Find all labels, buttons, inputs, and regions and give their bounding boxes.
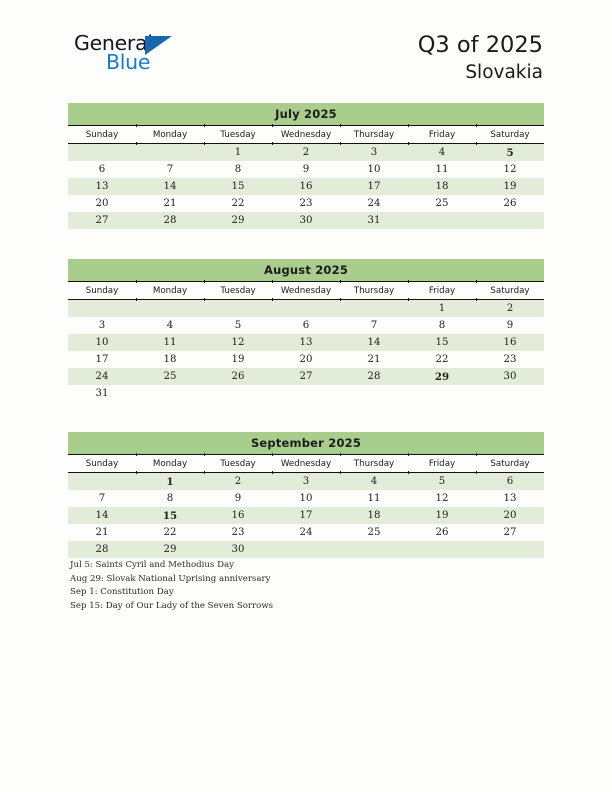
day-cell[interactable]: 14 [68,507,136,524]
weekday-header-tuesday: Tuesday [204,126,272,144]
brand-name-general: General [74,31,153,55]
holiday-note: Sep 15: Day of Our Lady of the Seven Sorrows [70,600,274,611]
weekday-header-sunday: Sunday [68,126,136,144]
weekday-header-row [68,126,544,144]
day-cell[interactable]: 21 [95,527,109,538]
day-cell[interactable]: 31 [95,388,109,399]
day-cell[interactable]: 13 [272,334,340,351]
day-cell[interactable]: 15 [204,178,272,195]
day-cell[interactable]: 7 [98,493,106,504]
day-cell-empty [68,300,136,318]
day-cell[interactable]: 2 [476,300,544,318]
day-cell[interactable]: 21 [163,198,177,209]
day-cell-empty [68,144,136,162]
day-cell-holiday[interactable]: 5 [476,144,544,162]
day-cell[interactable]: 16 [204,507,272,524]
day-cell[interactable]: 6 [476,473,544,491]
day-cell[interactable]: 28 [136,212,204,229]
calendar-month-title: August 2025 [68,259,544,281]
day-cell[interactable]: 16 [476,334,544,351]
day-cell[interactable]: 8 [438,320,446,331]
day-cell[interactable]: 1 [408,300,476,318]
weekday-header-tuesday: Tuesday [204,455,272,473]
day-cell[interactable]: 24 [299,527,313,538]
day-cell[interactable]: 5 [408,473,476,491]
day-cell[interactable]: 11 [367,493,381,504]
calendar-week-row [68,541,544,558]
day-cell[interactable]: 29 [204,212,272,229]
day-cell[interactable]: 26 [503,198,517,209]
day-cell[interactable]: 11 [435,164,449,175]
calendar-week-row [68,473,544,491]
day-cell-empty [272,385,340,402]
day-cell-empty [408,385,476,402]
day-cell-empty [68,473,136,491]
calendar-week-row [68,195,544,212]
day-cell[interactable]: 17 [95,354,109,365]
weekday-header-saturday: Saturday [476,126,544,144]
day-cell[interactable]: 26 [204,368,272,385]
day-cell[interactable]: 28 [340,368,408,385]
calendar-month [68,103,544,229]
day-cell[interactable]: 12 [204,334,272,351]
day-cell[interactable]: 5 [234,320,242,331]
calendar-week-row [68,178,544,195]
weekday-header-friday: Friday [408,126,476,144]
calendar-grid [68,281,544,402]
day-cell[interactable]: 17 [340,178,408,195]
day-cell[interactable]: 3 [340,144,408,162]
weekday-header-tuesday: Tuesday [204,282,272,300]
day-cell[interactable]: 4 [408,144,476,162]
day-cell[interactable]: 18 [408,178,476,195]
day-cell[interactable]: 9 [506,320,514,331]
day-cell[interactable]: 13 [68,178,136,195]
day-cell[interactable]: 2 [272,144,340,162]
day-cell[interactable]: 30 [204,541,272,558]
page-title: Q3 of 2025 [417,32,543,58]
day-cell-empty [136,300,204,318]
calendar-week-row [68,351,544,368]
day-cell[interactable]: 27 [272,368,340,385]
weekday-header-thursday: Thursday [340,282,408,300]
day-cell[interactable]: 8 [166,493,174,504]
day-cell-empty [136,385,204,402]
day-cell[interactable]: 4 [166,320,174,331]
holiday-note: Sep 1: Constitution Day [70,587,174,598]
calendar-month [68,432,544,558]
day-cell[interactable]: 25 [136,368,204,385]
weekday-header-wednesday: Wednesday [272,282,340,300]
calendar-week-row [68,385,544,402]
weekday-header-row [68,455,544,473]
calendar-week-row [68,300,544,318]
day-cell-holiday[interactable]: 15 [136,507,204,524]
day-cell[interactable]: 20 [299,354,313,365]
calendar-grid [68,454,544,558]
weekday-header-sunday: Sunday [68,282,136,300]
weekday-header-friday: Friday [408,455,476,473]
calendar-week-row [68,212,544,229]
day-cell[interactable]: 3 [98,320,106,331]
holiday-note: Jul 5: Saints Cyril and Methodius Day [70,560,234,570]
weekday-header-saturday: Saturday [476,455,544,473]
day-cell-empty [476,212,544,229]
day-cell[interactable]: 9 [234,493,242,504]
day-cell[interactable]: 10 [68,334,136,351]
weekday-header-monday: Monday [136,282,204,300]
day-cell-empty [476,385,544,402]
day-cell[interactable]: 18 [163,354,177,365]
day-cell[interactable]: 10 [367,164,381,175]
day-cell[interactable]: 24 [367,198,381,209]
day-cell[interactable]: 29 [136,541,204,558]
day-cell[interactable]: 7 [166,164,174,175]
day-cell[interactable]: 20 [95,198,109,209]
day-cell-empty [272,300,340,318]
calendar-week-row [68,490,544,507]
day-cell[interactable]: 19 [408,507,476,524]
day-cell[interactable]: 30 [272,212,340,229]
day-cell[interactable]: 25 [435,198,449,209]
day-cell[interactable]: 12 [503,164,517,175]
day-cell[interactable]: 30 [476,368,544,385]
page-header [0,0,612,96]
day-cell[interactable]: 21 [367,354,381,365]
day-cell[interactable]: 11 [136,334,204,351]
day-cell[interactable]: 23 [299,198,313,209]
calendar-list [68,103,544,588]
day-cell[interactable]: 27 [68,212,136,229]
brand-logo[interactable] [74,33,254,81]
day-cell[interactable]: 19 [476,178,544,195]
day-cell[interactable]: 1 [204,144,272,162]
weekday-header-thursday: Thursday [340,126,408,144]
weekday-header-row [68,282,544,300]
brand-name-blue: Blue [106,50,151,74]
day-cell-empty [340,300,408,318]
calendar-week-row [68,334,544,351]
day-cell[interactable]: 23 [503,354,517,365]
day-cell[interactable]: 6 [302,320,310,331]
page-subtitle: Slovakia [465,62,543,83]
day-cell[interactable]: 22 [163,527,177,538]
weekday-header-monday: Monday [136,455,204,473]
calendar-grid [68,125,544,229]
calendar-week-row [68,161,544,178]
day-cell[interactable]: 13 [503,493,517,504]
day-cell-holiday[interactable]: 1 [136,473,204,491]
calendar-week-row [68,524,544,541]
day-cell[interactable]: 28 [68,541,136,558]
day-cell[interactable]: 10 [299,493,313,504]
day-cell-empty [476,541,544,558]
day-cell-empty [204,385,272,402]
day-cell[interactable]: 22 [435,354,449,365]
day-cell-empty [272,541,340,558]
day-cell[interactable]: 9 [302,164,310,175]
day-cell[interactable]: 24 [68,368,136,385]
calendar-week-row [68,368,544,385]
day-cell[interactable]: 16 [272,178,340,195]
day-cell[interactable]: 18 [340,507,408,524]
day-cell[interactable]: 31 [340,212,408,229]
calendar-month-title: September 2025 [68,432,544,454]
day-cell-holiday[interactable]: 29 [408,368,476,385]
day-cell-empty [408,212,476,229]
day-cell[interactable]: 15 [408,334,476,351]
holiday-notes [70,559,540,613]
day-cell[interactable]: 17 [272,507,340,524]
day-cell[interactable]: 4 [340,473,408,491]
weekday-header-wednesday: Wednesday [272,126,340,144]
day-cell[interactable]: 12 [435,493,449,504]
day-cell[interactable]: 7 [370,320,378,331]
day-cell[interactable]: 26 [435,527,449,538]
day-cell[interactable]: 2 [204,473,272,491]
calendar-week-row [68,317,544,334]
holiday-note: Aug 29: Slovak National Uprising anniversary [70,573,271,584]
day-cell[interactable]: 22 [231,198,245,209]
calendar-week-row [68,144,544,162]
day-cell[interactable]: 8 [234,164,242,175]
weekday-header-friday: Friday [408,282,476,300]
calendar-month [68,259,544,402]
day-cell[interactable]: 20 [476,507,544,524]
weekday-header-monday: Monday [136,126,204,144]
page-title-block [418,31,543,86]
day-cell[interactable]: 19 [231,354,245,365]
day-cell-empty [204,300,272,318]
day-cell[interactable]: 25 [367,527,381,538]
weekday-header-sunday: Sunday [68,455,136,473]
calendar-week-row [68,507,544,524]
day-cell[interactable]: 14 [340,334,408,351]
day-cell-empty [340,541,408,558]
calendar-month-title: July 2025 [68,103,544,125]
day-cell[interactable]: 3 [272,473,340,491]
day-cell[interactable]: 23 [231,527,245,538]
weekday-header-thursday: Thursday [340,455,408,473]
day-cell-empty [340,385,408,402]
weekday-header-saturday: Saturday [476,282,544,300]
day-cell-empty [136,144,204,162]
day-cell[interactable]: 14 [136,178,204,195]
day-cell[interactable]: 27 [503,527,517,538]
weekday-header-wednesday: Wednesday [272,455,340,473]
day-cell-empty [408,541,476,558]
day-cell[interactable]: 6 [98,164,106,175]
